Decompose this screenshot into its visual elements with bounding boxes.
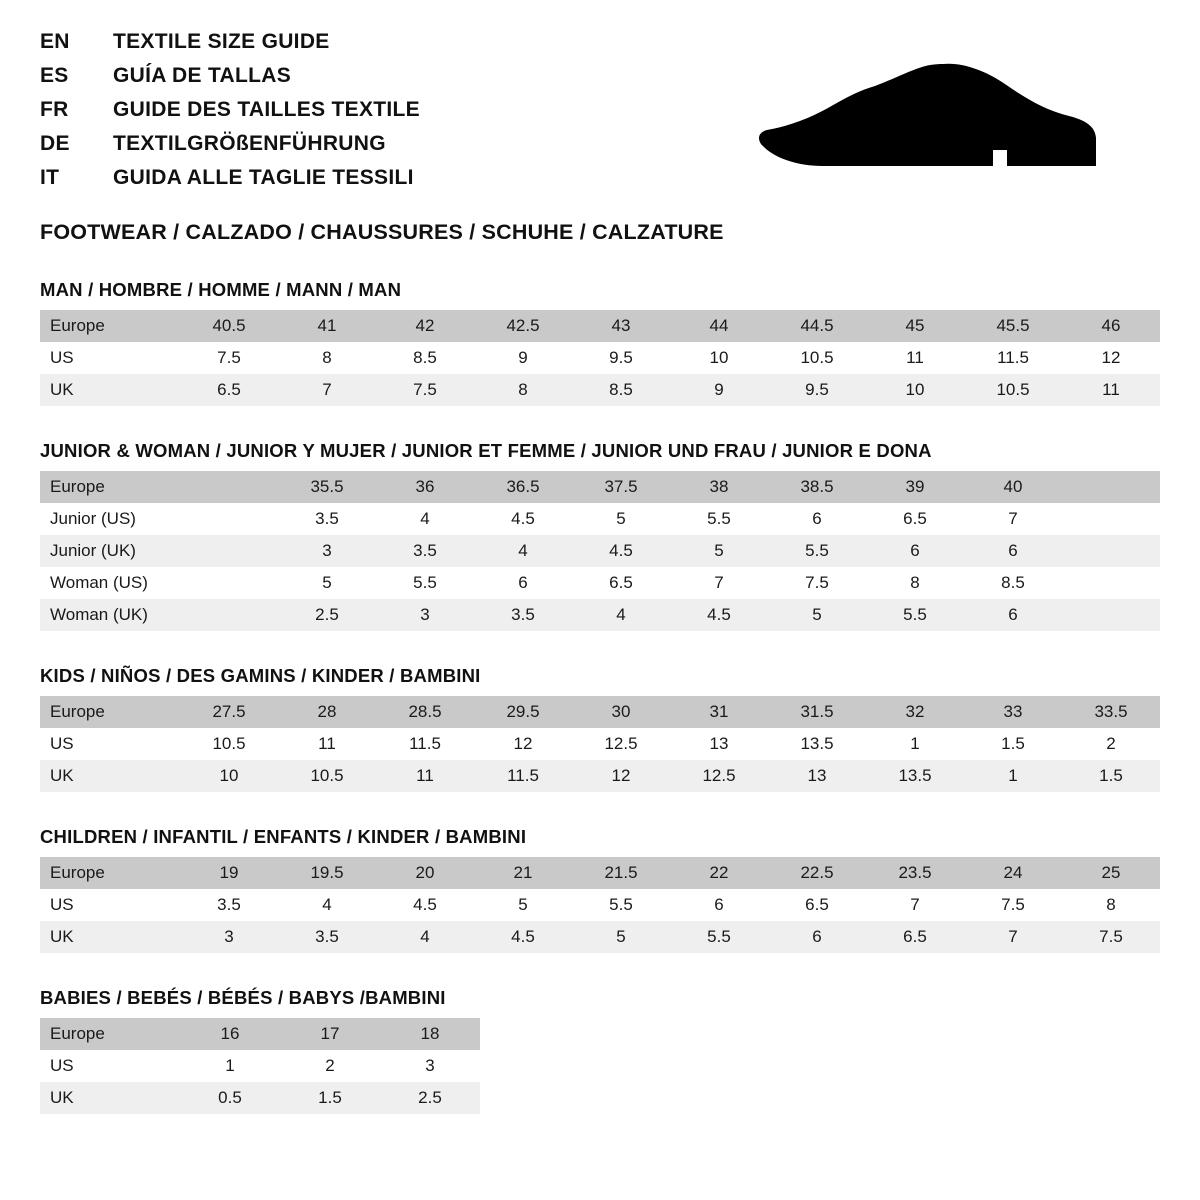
- cell: 41: [278, 310, 376, 342]
- cell: 10.5: [278, 760, 376, 792]
- table-row: [40, 599, 1160, 631]
- cell: 13: [768, 760, 866, 792]
- cell: 3.5: [278, 503, 376, 535]
- table-row: [40, 503, 1160, 535]
- cell: 9.5: [572, 342, 670, 374]
- cell: 45: [866, 310, 964, 342]
- cell: 3.5: [376, 535, 474, 567]
- row-label: UK: [40, 760, 180, 792]
- cell: 5: [768, 599, 866, 631]
- language-row: [40, 132, 420, 166]
- cell: 3: [376, 599, 474, 631]
- cell: 4: [278, 889, 376, 921]
- section-babies: [40, 987, 1160, 1114]
- language-title: GUIDE DES TAILLES TEXTILE: [113, 98, 420, 121]
- cell: 8.5: [376, 342, 474, 374]
- table-row: [40, 696, 1160, 728]
- cell: [1062, 535, 1160, 567]
- language-row: [40, 98, 420, 132]
- row-label: UK: [40, 374, 180, 406]
- cell: 6.5: [866, 503, 964, 535]
- cell: 0.5: [180, 1082, 280, 1114]
- cell: 6: [866, 535, 964, 567]
- row-label: Europe: [40, 1018, 180, 1050]
- cell: 9: [474, 342, 572, 374]
- cell: 5: [474, 889, 572, 921]
- cell: 1.5: [964, 728, 1062, 760]
- row-label: US: [40, 728, 180, 760]
- cell: 28.5: [376, 696, 474, 728]
- cell: 22: [670, 857, 768, 889]
- cell: 1.5: [1062, 760, 1160, 792]
- table-row: [40, 342, 1160, 374]
- cell: 3.5: [474, 599, 572, 631]
- cell: 39: [866, 471, 964, 503]
- cell: 1: [180, 1050, 280, 1082]
- cell: 7: [964, 503, 1062, 535]
- cell: 4: [376, 503, 474, 535]
- cell: 36.5: [474, 471, 572, 503]
- cell: 4: [474, 535, 572, 567]
- language-title: TEXTILE SIZE GUIDE: [113, 30, 330, 53]
- cell: 6: [670, 889, 768, 921]
- cell: 6: [768, 503, 866, 535]
- cell: 12: [1062, 342, 1160, 374]
- cell: 43: [572, 310, 670, 342]
- cell: 23.5: [866, 857, 964, 889]
- cell: 28: [278, 696, 376, 728]
- cell: 27.5: [180, 696, 278, 728]
- cell: 5.5: [670, 503, 768, 535]
- cell: 6: [964, 599, 1062, 631]
- cell: 4.5: [572, 535, 670, 567]
- cell: 8: [474, 374, 572, 406]
- cell: 12: [572, 760, 670, 792]
- cell: 13.5: [768, 728, 866, 760]
- cell: [1062, 471, 1160, 503]
- cell: 40: [964, 471, 1062, 503]
- cell: 6.5: [572, 567, 670, 599]
- row-label: Woman (US): [40, 567, 180, 599]
- language-row: [40, 30, 420, 64]
- row-label: UK: [40, 1082, 180, 1114]
- cell: 5: [572, 921, 670, 953]
- language-title: GUÍA DE TALLAS: [113, 64, 292, 87]
- cell: 5: [670, 535, 768, 567]
- cell: 19.5: [278, 857, 376, 889]
- cell: 32: [866, 696, 964, 728]
- cell: 12.5: [572, 728, 670, 760]
- cell: 4: [572, 599, 670, 631]
- table-row: [40, 310, 1160, 342]
- section-title: BABIES / BEBÉS / BÉBÉS / BABYS /BAMBINI: [40, 987, 446, 1008]
- cell: [180, 535, 278, 567]
- dress-shoe-icon: [742, 30, 1160, 188]
- cell: 3.5: [180, 889, 278, 921]
- cell: 1: [964, 760, 1062, 792]
- cell: 11: [1062, 374, 1160, 406]
- cell: 44.5: [768, 310, 866, 342]
- section-man: [40, 279, 1160, 406]
- section-kids: [40, 665, 1160, 792]
- section-title: KIDS / NIÑOS / DES GAMINS / KINDER / BAMBINI: [40, 665, 481, 686]
- cell: 11.5: [474, 760, 572, 792]
- row-label: Europe: [40, 310, 180, 342]
- cell: 10: [180, 760, 278, 792]
- cell: 10.5: [180, 728, 278, 760]
- cell: 11: [278, 728, 376, 760]
- cell: 6.5: [180, 374, 278, 406]
- row-label: Woman (UK): [40, 599, 180, 631]
- cell: 5: [278, 567, 376, 599]
- cell: 5.5: [572, 889, 670, 921]
- category-title: FOOTWEAR / CALZADO / CHAUSSURES / SCHUHE / CALZATURE: [40, 220, 724, 244]
- cell: 40.5: [180, 310, 278, 342]
- cell: 10: [866, 374, 964, 406]
- cell: 37.5: [572, 471, 670, 503]
- size-table-children: [40, 857, 1160, 953]
- cell: [1062, 503, 1160, 535]
- cell: 11: [866, 342, 964, 374]
- language-title: GUIDA ALLE TAGLIE TESSILI: [113, 166, 414, 189]
- cell: 19: [180, 857, 278, 889]
- cell: 22.5: [768, 857, 866, 889]
- cell: 30: [572, 696, 670, 728]
- cell: 4.5: [670, 599, 768, 631]
- section-junior-woman: [40, 440, 1160, 631]
- table-row: [40, 471, 1160, 503]
- language-code: EN: [40, 30, 70, 53]
- cell: 46: [1062, 310, 1160, 342]
- cell: 3: [180, 921, 278, 953]
- cell: 9: [670, 374, 768, 406]
- cell: 6.5: [866, 921, 964, 953]
- cell: 6: [964, 535, 1062, 567]
- table-row: [40, 535, 1160, 567]
- cell: 7: [670, 567, 768, 599]
- cell: 42: [376, 310, 474, 342]
- cell: 45.5: [964, 310, 1062, 342]
- language-row: [40, 64, 420, 98]
- table-row: [40, 728, 1160, 760]
- section-title: JUNIOR & WOMAN / JUNIOR Y MUJER / JUNIOR ET FEMME / JUNIOR UND FRAU / JUNIOR E DONA: [40, 440, 932, 461]
- size-table-man: [40, 310, 1160, 406]
- cell: 11: [376, 760, 474, 792]
- cell: 12.5: [670, 760, 768, 792]
- cell: 5.5: [866, 599, 964, 631]
- cell: 21.5: [572, 857, 670, 889]
- row-label: UK: [40, 921, 180, 953]
- cell: [180, 567, 278, 599]
- cell: 16: [180, 1018, 280, 1050]
- cell: 9.5: [768, 374, 866, 406]
- cell: 1.5: [280, 1082, 380, 1114]
- cell: 21: [474, 857, 572, 889]
- cell: 31.5: [768, 696, 866, 728]
- row-label: Europe: [40, 857, 180, 889]
- size-table-junior-woman: [40, 471, 1160, 631]
- cell: 1: [866, 728, 964, 760]
- cell: 13.5: [866, 760, 964, 792]
- size-table-kids: [40, 696, 1160, 792]
- cell: 10: [670, 342, 768, 374]
- table-row: [40, 760, 1160, 792]
- cell: 29.5: [474, 696, 572, 728]
- cell: 5: [572, 503, 670, 535]
- size-table-babies: [40, 1018, 480, 1114]
- cell: 3: [278, 535, 376, 567]
- cell: 2.5: [278, 599, 376, 631]
- cell: [1062, 567, 1160, 599]
- table-row: [40, 921, 1160, 953]
- cell: 2: [280, 1050, 380, 1082]
- row-label: Europe: [40, 471, 180, 503]
- cell: 7: [866, 889, 964, 921]
- cell: 17: [280, 1018, 380, 1050]
- row-label: US: [40, 1050, 180, 1082]
- table-row: [40, 857, 1160, 889]
- cell: [180, 503, 278, 535]
- cell: 4.5: [474, 921, 572, 953]
- cell: 7.5: [1062, 921, 1160, 953]
- table-row: [40, 889, 1160, 921]
- cell: 8.5: [964, 567, 1062, 599]
- cell: 3: [380, 1050, 480, 1082]
- table-row: [40, 374, 1160, 406]
- cell: 7.5: [768, 567, 866, 599]
- row-label: Europe: [40, 696, 180, 728]
- cell: 3.5: [278, 921, 376, 953]
- row-label: Junior (US): [40, 503, 180, 535]
- cell: 4: [376, 921, 474, 953]
- language-title-list: [40, 30, 420, 200]
- cell: 7: [278, 374, 376, 406]
- cell: 5.5: [376, 567, 474, 599]
- row-label: US: [40, 342, 180, 374]
- cell: [180, 471, 278, 503]
- cell: 8: [278, 342, 376, 374]
- cell: 10.5: [964, 374, 1062, 406]
- cell: [180, 599, 278, 631]
- cell: 36: [376, 471, 474, 503]
- cell: 24: [964, 857, 1062, 889]
- cell: 10.5: [768, 342, 866, 374]
- language-code: ES: [40, 64, 69, 87]
- language-row: [40, 166, 420, 200]
- cell: 8: [1062, 889, 1160, 921]
- cell: 13: [670, 728, 768, 760]
- cell: 6: [768, 921, 866, 953]
- cell: 8: [866, 567, 964, 599]
- cell: 7.5: [964, 889, 1062, 921]
- section-children: [40, 826, 1160, 953]
- table-row: [40, 1050, 480, 1082]
- cell: 11.5: [376, 728, 474, 760]
- cell: 2.5: [380, 1082, 480, 1114]
- cell: 5.5: [768, 535, 866, 567]
- cell: 6: [474, 567, 572, 599]
- cell: 5.5: [670, 921, 768, 953]
- cell: 38: [670, 471, 768, 503]
- table-row: [40, 567, 1160, 599]
- cell: 33: [964, 696, 1062, 728]
- cell: 7.5: [376, 374, 474, 406]
- cell: [1062, 599, 1160, 631]
- page-header: [40, 30, 1160, 200]
- cell: 18: [380, 1018, 480, 1050]
- section-title: MAN / HOMBRE / HOMME / MANN / MAN: [40, 279, 402, 300]
- cell: 35.5: [278, 471, 376, 503]
- table-row: [40, 1018, 480, 1050]
- cell: 44: [670, 310, 768, 342]
- language-code: FR: [40, 98, 69, 121]
- cell: 33.5: [1062, 696, 1160, 728]
- cell: 20: [376, 857, 474, 889]
- language-code: DE: [40, 132, 70, 155]
- table-row: [40, 1082, 480, 1114]
- cell: 7.5: [180, 342, 278, 374]
- language-code: IT: [40, 166, 60, 189]
- cell: 12: [474, 728, 572, 760]
- cell: 8.5: [572, 374, 670, 406]
- row-label: Junior (UK): [40, 535, 180, 567]
- cell: 25: [1062, 857, 1160, 889]
- section-title: CHILDREN / INFANTIL / ENFANTS / KINDER / BAMBINI: [40, 826, 527, 847]
- language-title: TEXTILGRÖßENFÜHRUNG: [113, 132, 386, 155]
- cell: 6.5: [768, 889, 866, 921]
- cell: 4.5: [376, 889, 474, 921]
- cell: 11.5: [964, 342, 1062, 374]
- row-label: US: [40, 889, 180, 921]
- cell: 2: [1062, 728, 1160, 760]
- cell: 31: [670, 696, 768, 728]
- cell: 38.5: [768, 471, 866, 503]
- cell: 7: [964, 921, 1062, 953]
- cell: 42.5: [474, 310, 572, 342]
- cell: 4.5: [474, 503, 572, 535]
